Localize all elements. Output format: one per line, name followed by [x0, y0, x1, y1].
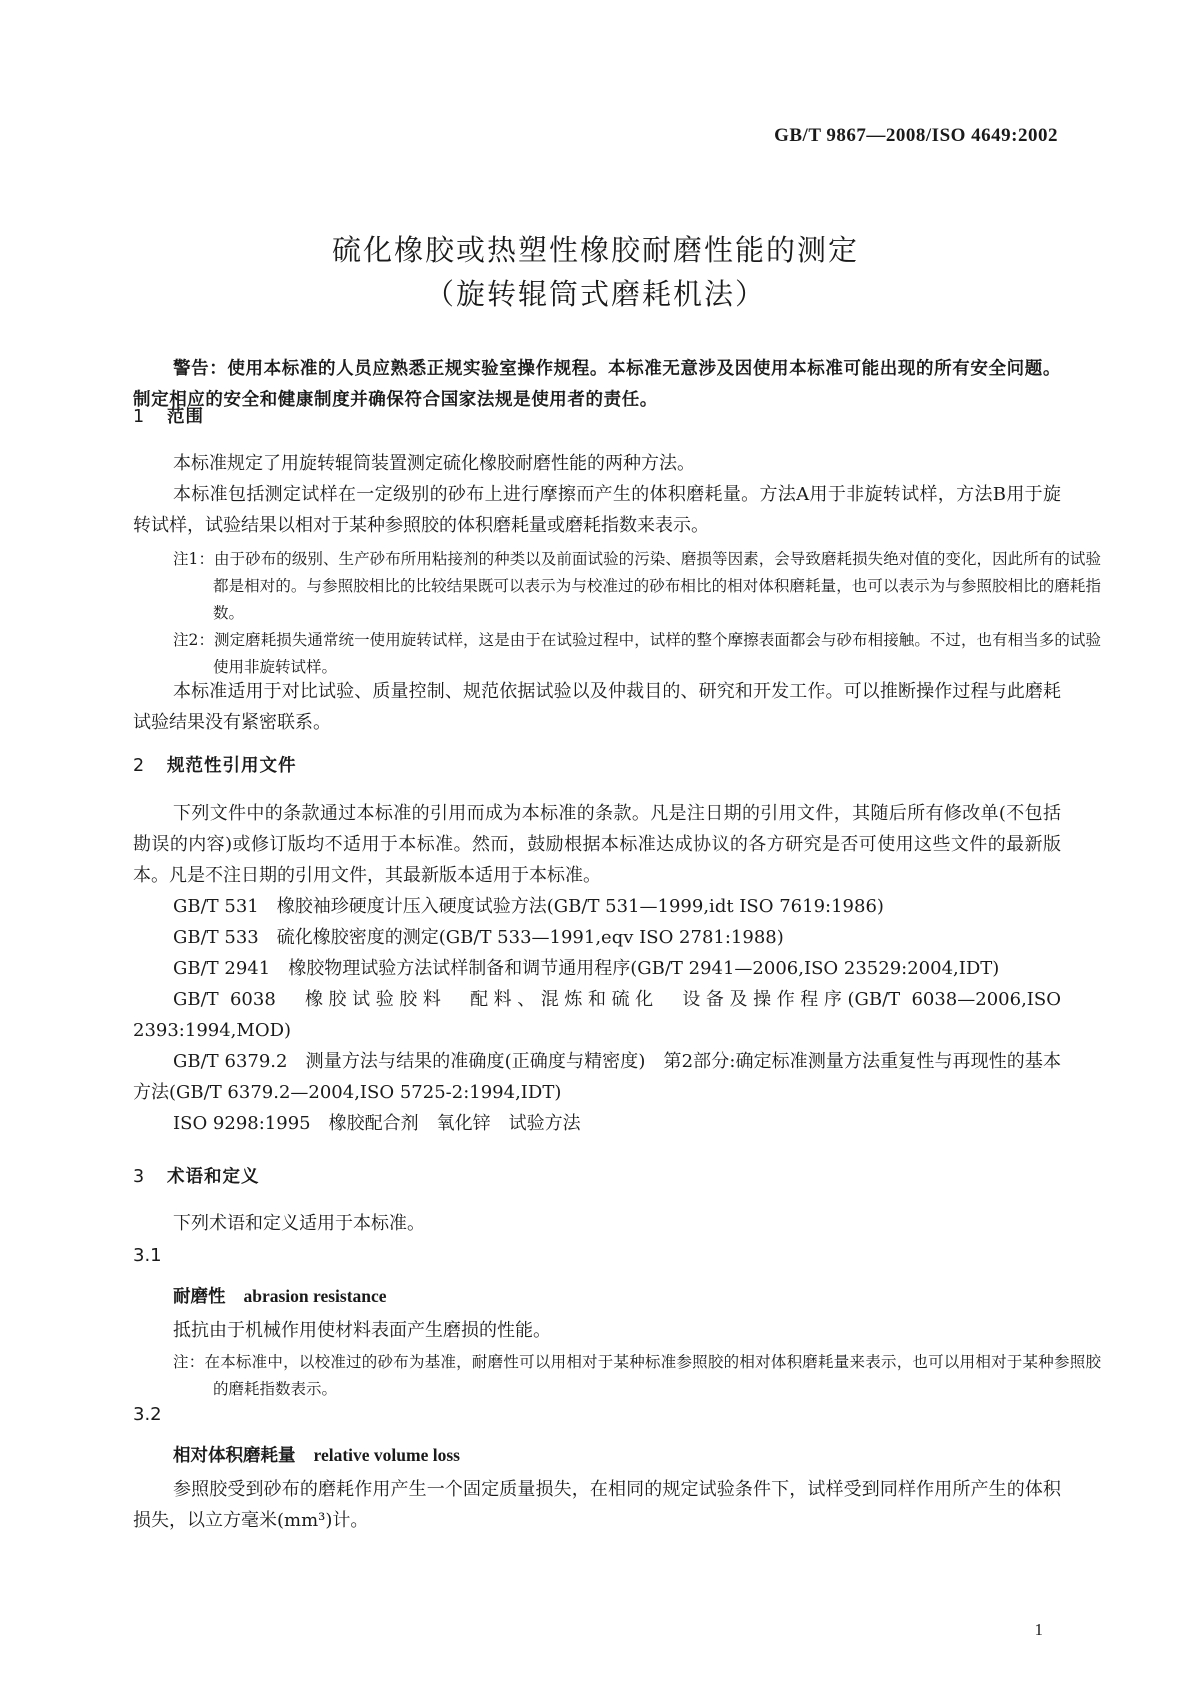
document-title: 硫化橡胶或热塑性橡胶耐磨性能的测定 [331, 233, 859, 267]
section-3-paragraph-1: 下列术语和定义适用于本标准。 [173, 1213, 425, 1234]
section-1-paragraph-1: 本标准规定了用旋转辊筒装置测定硫化橡胶耐磨性能的两种方法。 [173, 453, 695, 474]
section-3-heading [133, 1163, 260, 1188]
reference-item: GB/T 6379.2 测量方法与结果的准确度(正确度与精密度) 第2部分:确定标准测量方法重复性与再现性的基本方法(GB/T 6379.2—2004,ISO 5725-2:1994,IDT) [133, 1051, 1061, 1103]
section-1-note-2: 注2：测定磨耗损失通常统一使用旋转试样，这是由于在试验过程中，试样的整个摩擦表面都会与砂布相接触。不过，也有相当多的试验使用非旋转试样。 [173, 631, 1101, 676]
section-title: 规范性引用文件 [167, 756, 297, 776]
reference-item: GB/T 533 硫化橡胶密度的测定(GB/T 533—1991,eqv ISO 2781:1988) [173, 927, 784, 948]
term-relative-volume-loss [173, 1442, 460, 1467]
term-english: relative volume loss [313, 1445, 460, 1465]
section-1-paragraph-3: 本标准适用于对比试验、质量控制、规范依据试验以及仲裁目的、研究和开发工作。可以推断操作过程与此磨耗试验结果没有紧密联系。 [133, 681, 1061, 733]
standard-code: GB/T 9867—2008/ISO 4649:2002 [774, 125, 1058, 146]
section-title: 术语和定义 [167, 1167, 260, 1187]
section-number: 1 [133, 407, 146, 427]
page-number: 1 [1034, 1620, 1043, 1639]
reference-item: ISO 9298:1995 橡胶配合剂 氧化锌 试验方法 [173, 1113, 581, 1134]
section-number: 3 [133, 1167, 146, 1187]
term-english: abrasion resistance [243, 1286, 387, 1306]
warning-paragraph: 警告：使用本标准的人员应熟悉正规实验室操作规程。本标准无意涉及因使用本标准可能出现的所有安全问题。制定相应的安全和健康制度并确保符合国家法规是使用者的责任。 [133, 359, 1061, 410]
term-definition: 参照胶受到砂布的磨耗作用产生一个固定质量损失，在相同的规定试验条件下，试样受到同样作用所产生的体积损失，以立方毫米(mm³)计。 [133, 1479, 1061, 1531]
reference-item: GB/T 531 橡胶袖珍硬度计压入硬度试验方法(GB/T 531—1999,idt ISO 7619:1986) [173, 896, 884, 917]
section-title: 范围 [167, 407, 204, 427]
section-number: 2 [133, 756, 146, 776]
clause-number-3-1: 3.1 [133, 1245, 162, 1266]
section-2-heading [133, 752, 297, 777]
section-1-note-1: 注1：由于砂布的级别、生产砂布所用粘接剂的种类以及前面试验的污染、磨损等因素，会导致磨耗损失绝对值的变化，因此所有的试验都是相对的。与参照胶相比的比较结果既可以表示为与校准过的砂布相比的相对体积磨耗量，也可以表示为与参照胶相比的磨耗指数。 [173, 550, 1101, 622]
term-abrasion-resistance [173, 1283, 387, 1308]
clause-3-1-note: 注：在本标准中，以校准过的砂布为基准，耐磨性可以用相对于某种标准参照胶的相对体积磨耗量来表示，也可以用相对于某种参照胶的磨耗指数表示。 [173, 1353, 1101, 1398]
section-1-heading [133, 403, 204, 428]
section-2-paragraph-1: 下列文件中的条款通过本标准的引用而成为本标准的条款。凡是注日期的引用文件，其随后所有修改单(不包括勘误的内容)或修订版均不适用于本标准。然而，鼓励根据本标准达成协议的各方研究是否可使用这些文件的最新版本。凡是不注日期的引用文件，其最新版本适用于本标准。 [133, 803, 1061, 886]
clause-number-3-2: 3.2 [133, 1404, 162, 1425]
section-1-paragraph-2: 本标准包括测定试样在一定级别的砂布上进行摩擦而产生的体积磨耗量。方法A用于非旋转试样，方法B用于旋转试样，试验结果以相对于某种参照胶的体积磨耗量或磨耗指数来表示。 [133, 484, 1061, 536]
term-chinese: 耐磨性 [173, 1287, 226, 1307]
document-subtitle: （旋转辊筒式磨耗机法） [424, 277, 766, 311]
term-definition: 抵抗由于机械作用使材料表面产生磨损的性能。 [173, 1320, 551, 1341]
term-chinese: 相对体积磨耗量 [173, 1446, 296, 1466]
reference-item: GB/T 6038 橡胶试验胶料 配料、混炼和硫化 设备及操作程序(GB/T 6038—2006,ISO 2393:1994,MOD) [133, 989, 1061, 1041]
reference-item: GB/T 2941 橡胶物理试验方法试样制备和调节通用程序(GB/T 2941—2006,ISO 23529:2004,IDT) [173, 958, 1000, 979]
